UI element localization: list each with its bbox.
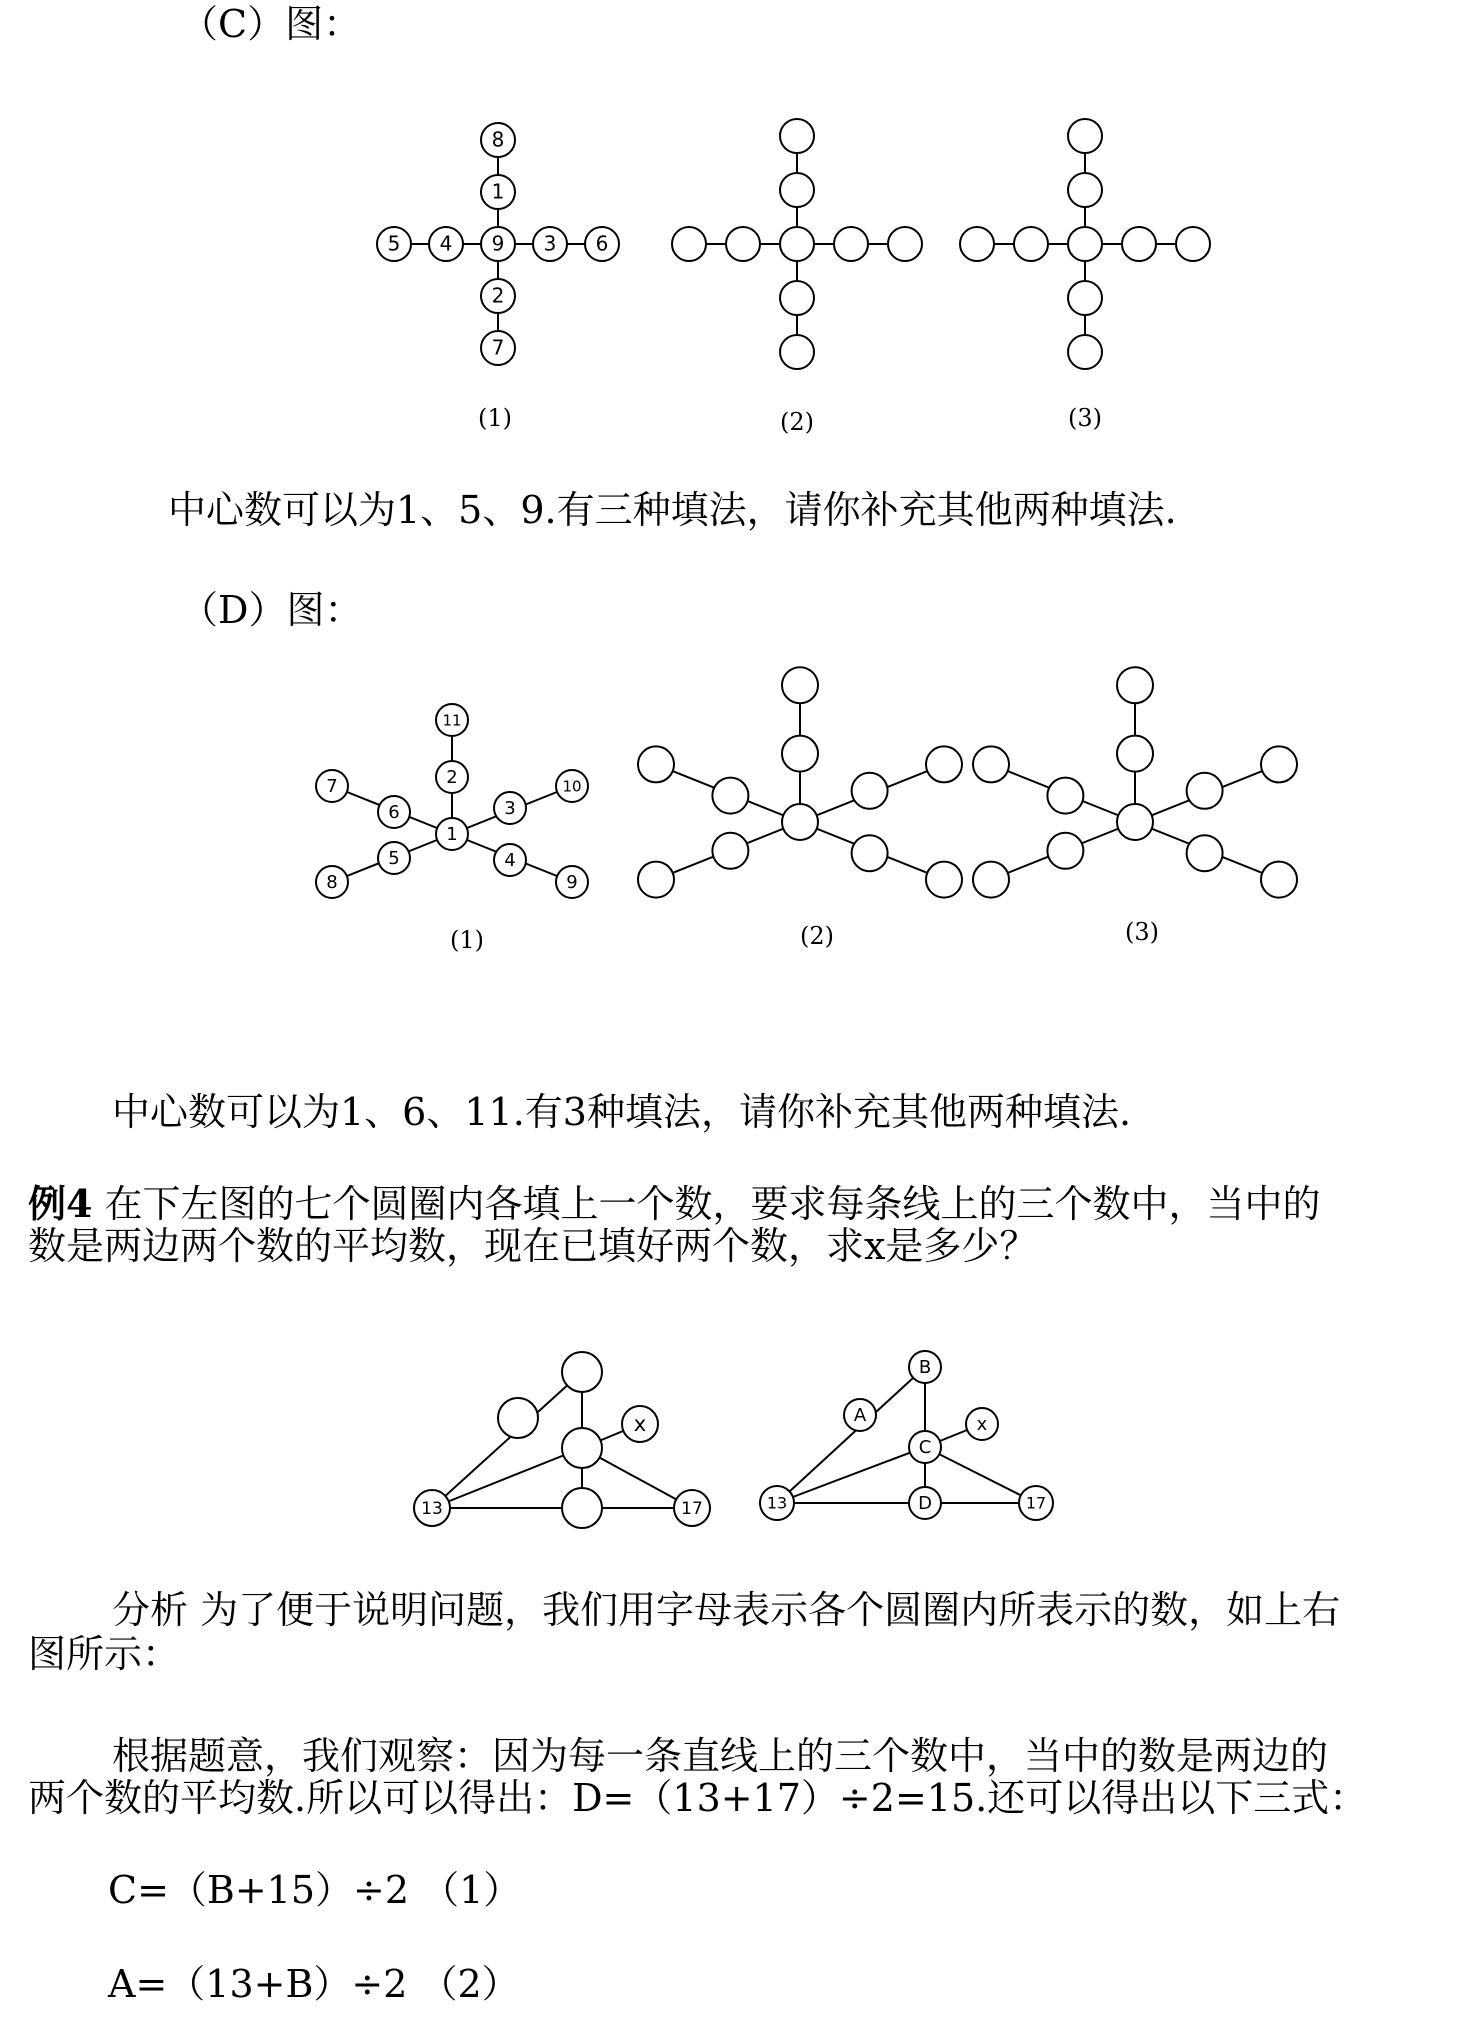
left-fig-a-circle (498, 1398, 538, 1438)
figure-c3-top1-circle (1068, 173, 1102, 207)
figure-d3-ul2-circle (973, 746, 1009, 782)
figure-d3-lr2-circle (1261, 862, 1297, 898)
figure-c2-right2-circle (888, 227, 922, 261)
node-label: 6 (595, 231, 609, 256)
node-label: 17 (1025, 1493, 1047, 1513)
reasoning-line1: 根据题意，我们观察：因为每一条直线上的三个数中，当中的数是两边的 (112, 1734, 1329, 1778)
node-label: 8 (491, 127, 505, 152)
figure-d3-lr1-circle (1187, 835, 1223, 871)
figure-d3-ll1-circle (1047, 833, 1083, 869)
analysis-line2: 图所示： (28, 1632, 181, 1676)
node-label: 2 (491, 283, 505, 308)
figure-c2-top2-circle (780, 119, 814, 153)
example4-text1: 在下左图的七个圆圈内各填上一个数，要求每条线上的三个数中，当中的 (92, 1182, 1321, 1226)
node-label: 10 (562, 777, 582, 796)
example4-label: 例4 (28, 1181, 93, 1226)
node-label: x (633, 1412, 647, 1436)
left-fig-bottom-circle (562, 1488, 602, 1528)
node-label: 17 (681, 1499, 703, 1519)
figure-d2-ur1-circle (852, 773, 888, 809)
node-label: 7 (326, 776, 338, 797)
figure-d2-lr1-circle (852, 835, 888, 871)
figure-d3-top2-circle (1117, 667, 1153, 703)
figure-c1-label: (1) (478, 404, 512, 432)
node-label: 8 (326, 872, 338, 893)
figure-c2-bottom2-circle (780, 335, 814, 369)
node-label: 4 (504, 850, 516, 871)
figure-d1-label: (1) (450, 926, 484, 954)
node-label: 1 (446, 824, 458, 845)
node-label: 5 (388, 848, 400, 869)
connector-line (432, 1372, 582, 1508)
figure-d2-ll2-circle (638, 862, 674, 898)
node-label: 9 (491, 231, 505, 256)
node-label: 3 (504, 798, 516, 819)
connector-line (432, 1448, 582, 1508)
figure-d2-ur2-circle (926, 746, 962, 782)
figure-d3-center-circle (1117, 804, 1153, 840)
figure-c2-left2-circle (672, 227, 706, 261)
connector-line (777, 1367, 925, 1503)
left-fig-center-circle (562, 1428, 602, 1468)
node-label: 2 (446, 767, 458, 788)
figure-d3-top1-circle (1117, 736, 1153, 772)
figure-c2-top1-circle (780, 173, 814, 207)
figure-d3-ul1-circle (1047, 778, 1083, 814)
figure-c2-center-circle (780, 227, 814, 261)
node-label: 1 (491, 179, 505, 204)
figure-d2-top1-circle (782, 736, 818, 772)
connector-line (925, 1447, 1036, 1503)
figure-d2-ul2-circle (638, 746, 674, 782)
figure-c2-bottom1-circle (780, 281, 814, 315)
node-label: 3 (543, 231, 557, 256)
node-label: D (918, 1493, 932, 1514)
figure-d3-label: (3) (1125, 918, 1159, 946)
node-label: 9 (566, 872, 578, 893)
section-d-note: 中心数可以为1、6、11.有3种填法，请你补充其他两种填法. (112, 1090, 1132, 1134)
node-label: 6 (388, 802, 400, 823)
analysis-line1: 分析 为了便于说明问题，我们用字母表示各个圆圈内所表示的数，如上右 (112, 1588, 1341, 1632)
node-label: C (918, 1437, 932, 1458)
figure-c3-bottom2-circle (1068, 335, 1102, 369)
figure-c2-label: (2) (780, 408, 814, 436)
node-label: A (853, 1405, 867, 1426)
connector-line (777, 1447, 925, 1503)
node-label: 4 (439, 231, 453, 256)
node-label: 7 (491, 335, 505, 360)
figure-d2-lr2-circle (926, 862, 962, 898)
equation-2: A=（13+B）÷2 （2） (108, 1962, 520, 2006)
example4-line1 (28, 1182, 1321, 1226)
figure-d3-ll2-circle (973, 862, 1009, 898)
left-fig-top-circle (562, 1352, 602, 1392)
figure-c3-center-circle (1068, 227, 1102, 261)
node-label: B (918, 1357, 932, 1378)
node-label: 13 (766, 1493, 788, 1513)
figure-c3-right1-circle (1122, 227, 1156, 261)
figure-d2-ul1-circle (712, 778, 748, 814)
node-label: 11 (442, 711, 462, 730)
example4-line2: 数是两边两个数的平均数，现在已填好两个数，求x是多少？ (28, 1224, 1038, 1268)
section-d-heading: （D）图： (180, 588, 363, 632)
figure-d2-label: (2) (800, 922, 834, 950)
figure-c2-left1-circle (726, 227, 760, 261)
figure-d3-ur2-circle (1261, 746, 1297, 782)
figure-d3-ur1-circle (1187, 773, 1223, 809)
reasoning-line2: 两个数的平均数.所以可以得出：D=（13+17）÷2=15.还可以得出以下三式： (28, 1776, 1368, 1820)
equation-1: C=（B+15）÷2 （1） (108, 1868, 522, 1912)
node-label: x (976, 1414, 988, 1435)
figure-c3-left2-circle (960, 227, 994, 261)
section-c-heading: （C）图： (180, 2, 362, 46)
node-label: 5 (387, 231, 401, 256)
figure-c2-right1-circle (834, 227, 868, 261)
figure-c3-label: (3) (1068, 404, 1102, 432)
figure-c3-bottom1-circle (1068, 281, 1102, 315)
figure-d2-ll1-circle (712, 833, 748, 869)
figure-d2-center-circle (782, 804, 818, 840)
figure-c3-top2-circle (1068, 119, 1102, 153)
section-c-note: 中心数可以为1、5、9.有三种填法，请你补充其他两种填法. (168, 488, 1177, 532)
node-label: 13 (421, 1499, 443, 1519)
figure-c3-left1-circle (1014, 227, 1048, 261)
figure-d2-top2-circle (782, 667, 818, 703)
figure-c3-right2-circle (1176, 227, 1210, 261)
